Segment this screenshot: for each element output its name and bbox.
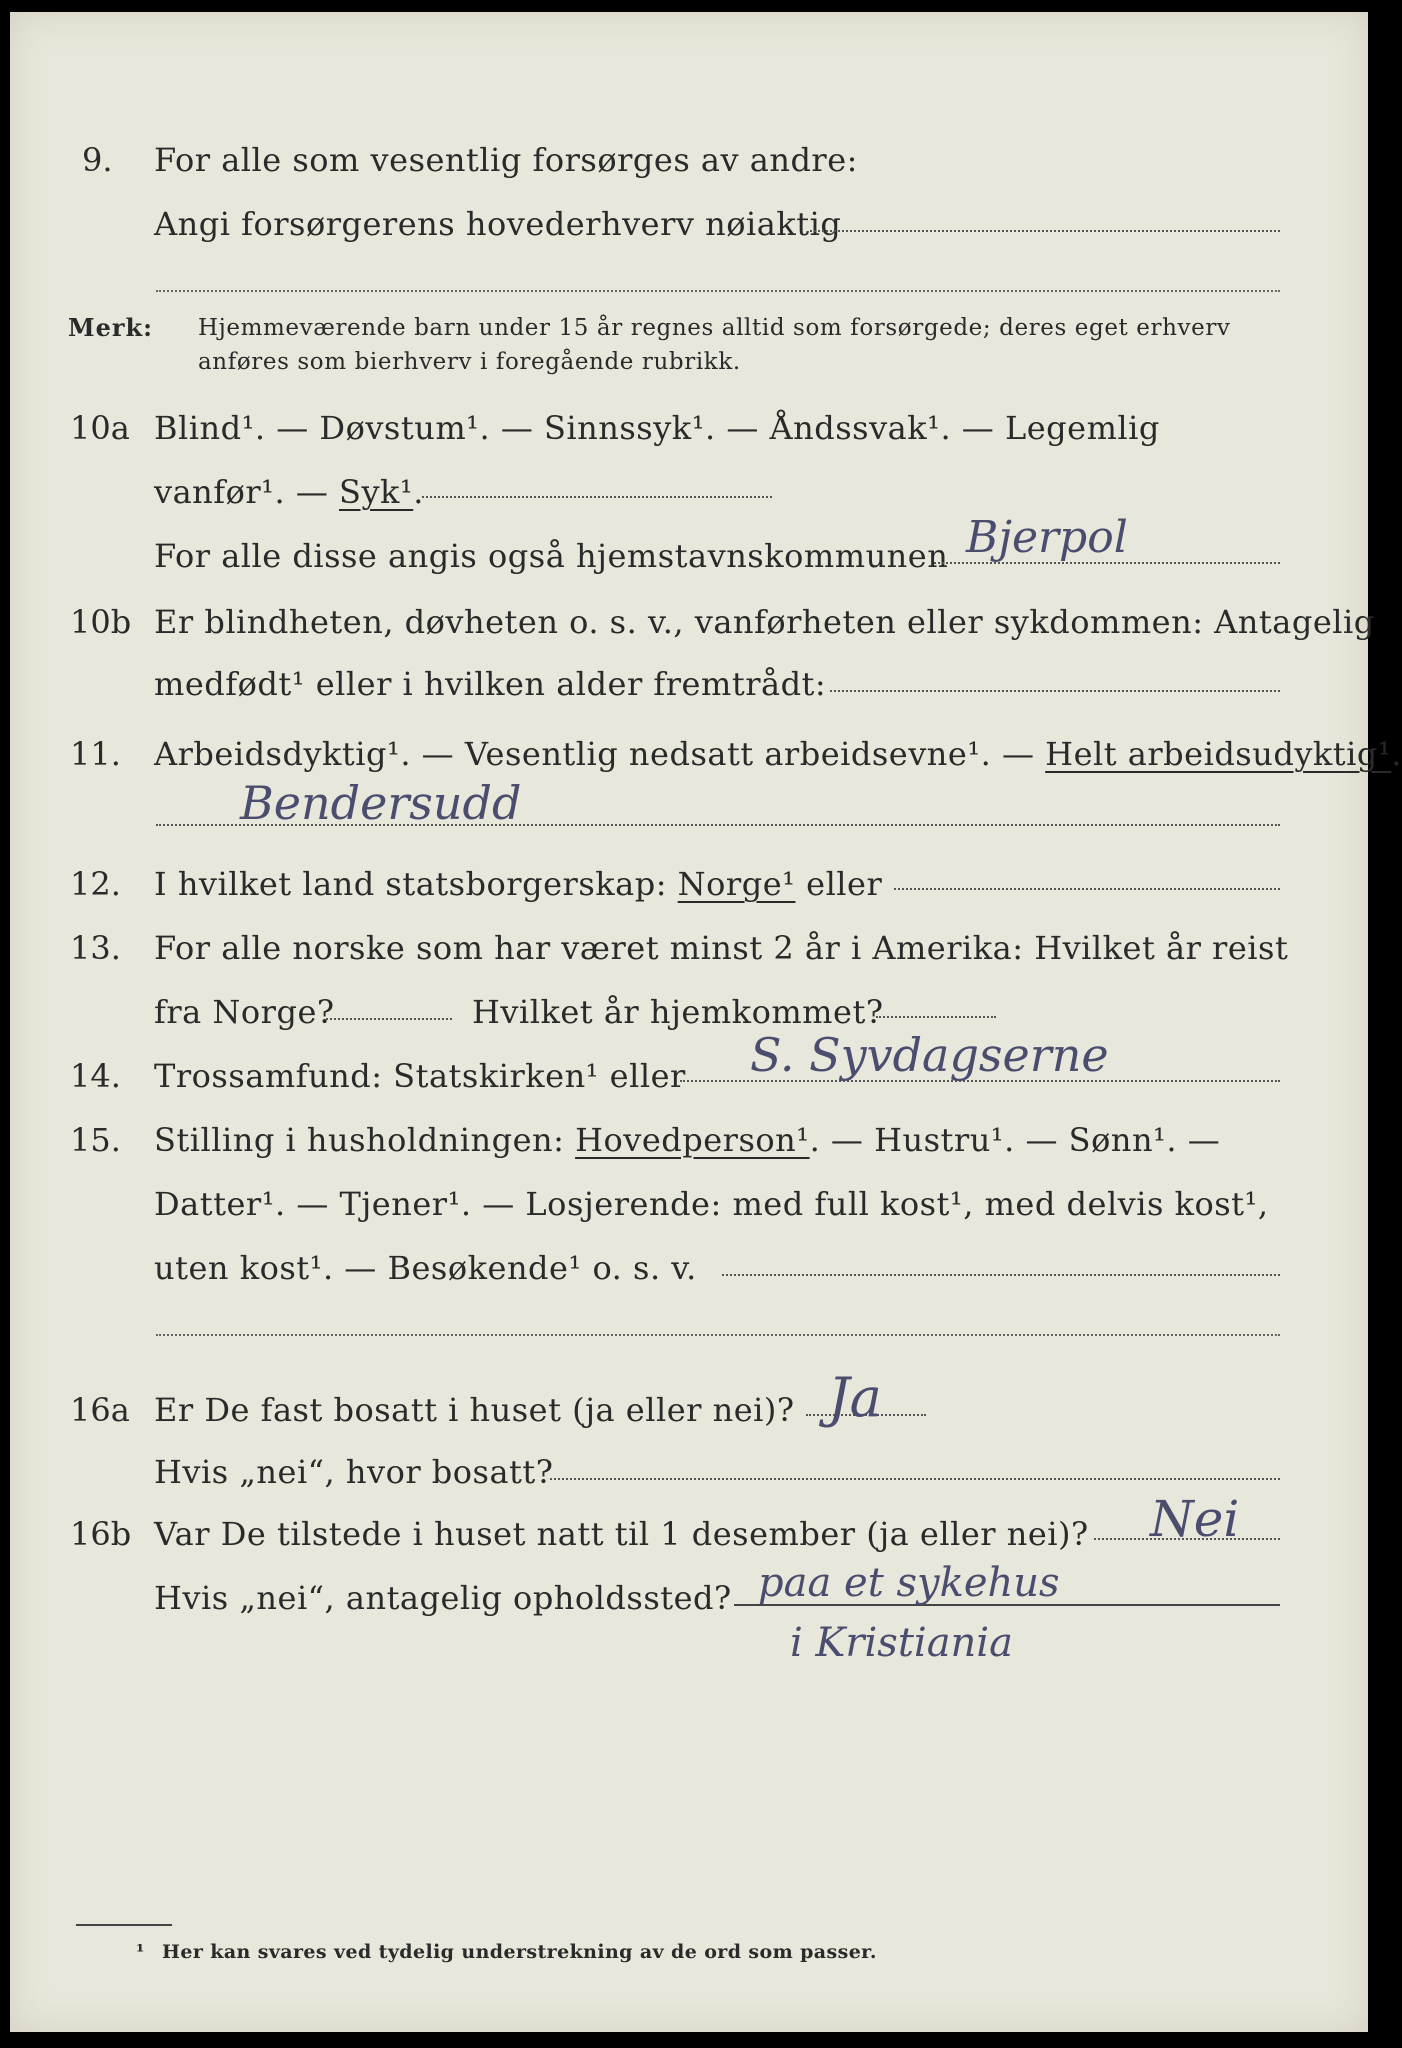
q15-answer-line <box>722 1274 1280 1276</box>
q16a-number: 16a <box>70 1391 130 1429</box>
q10a-line2: vanfør¹. — Syk¹. <box>154 473 424 511</box>
census-form-page <box>10 12 1402 2032</box>
q15-line1: Stilling i husholdningen: Hovedperson¹. — Hustru¹. — Sønn¹. — <box>154 1121 1221 1159</box>
q11-handwritten-answer: Bendersudd <box>240 776 522 830</box>
q11-number: 11. <box>70 735 121 773</box>
q16b-line1: Var De tilstede i huset natt til 1 desember (ja eller nei)? <box>154 1515 1089 1553</box>
q15-underlined: Hovedperson¹ <box>575 1121 810 1159</box>
q12-number: 12. <box>70 865 121 903</box>
q16a-handwritten-answer: Ja <box>828 1366 882 1429</box>
q9-answer-line <box>810 230 1280 232</box>
q9-number: 9. <box>82 141 113 179</box>
q11-answer-line <box>156 824 1280 826</box>
q15-number: 15. <box>70 1121 121 1159</box>
q16b-handwritten-place-line2: i Kristiania <box>790 1620 1013 1666</box>
q16a-where-line <box>550 1478 1280 1480</box>
q10a-syk-underlined: Syk¹ <box>339 473 414 511</box>
q16a-line2: Hvis „nei“, hvor bosatt? <box>154 1453 554 1491</box>
footnote-rule <box>76 1924 172 1926</box>
q10a-number: 10a <box>70 409 130 447</box>
q10a-handwritten-answer: Bjerpol <box>966 512 1128 563</box>
footnote-text: Her kan svares ved tydelig understrekning av de ord som passer. <box>162 1941 877 1963</box>
q14-number: 14. <box>70 1057 121 1095</box>
q9-answer-line-2 <box>156 290 1280 292</box>
q13-line2a: fra Norge? <box>154 993 335 1031</box>
merk-line2: anføres som bierhverv i foregående rubrikk. <box>198 349 741 375</box>
merk-line1: Hjemmeværende barn under 15 år regnes alltid som forsørgede; deres eget erhverv <box>198 315 1231 341</box>
q12-answer-line <box>894 888 1280 890</box>
q15-answer-line-2 <box>156 1334 1280 1336</box>
q14-text: Trossamfund: Statskirken¹ eller <box>154 1057 686 1095</box>
q10b-number: 10b <box>70 603 132 641</box>
q10a-syk-line <box>422 496 772 498</box>
q13-year-returned-line <box>876 1016 996 1018</box>
q14-handwritten-answer: S. Syvdagserne <box>750 1028 1109 1082</box>
q16b-line2: Hvis „nei“, antagelig opholdssted? <box>154 1579 732 1617</box>
q15-line2: Datter¹. — Tjener¹. — Losjerende: med full kost¹, med delvis kost¹, <box>154 1185 1269 1223</box>
q11-underlined: Helt arbeidsudyktig¹ <box>1045 735 1392 773</box>
q16b-number: 16b <box>70 1515 132 1553</box>
q13-line2b: Hvilket år hjemkommet? <box>472 993 884 1031</box>
q16a-line1: Er De fast bosatt i huset (ja eller nei)? <box>154 1391 795 1429</box>
q13-line1: For alle norske som har været minst 2 år i Amerika: Hvilket år reist <box>154 929 1289 967</box>
q10b-line2: medfødt¹ eller i hvilken alder fremtrådt: <box>154 665 827 703</box>
q10b-answer-line <box>830 690 1280 692</box>
q10a-line1: Blind¹. — Døvstum¹. — Sinnssyk¹. — Åndssvak¹. — Legemlig <box>154 409 1160 447</box>
q9-line2: Angi forsørgerens hovederhverv nøiaktig <box>154 205 842 243</box>
merk-label: Merk: <box>68 313 153 342</box>
q13-year-left-line <box>326 1018 452 1020</box>
q10b-line1: Er blindheten, døvheten o. s. v., vanførheten eller sykdommen: Antagelig <box>154 603 1375 641</box>
q10a-line3: For alle disse angis også hjemstavnskommunen <box>154 537 949 575</box>
q11-line1: Arbeidsdyktig¹. — Vesentlig nedsatt arbeidsevne¹. — Helt arbeidsudyktig¹. <box>154 735 1402 773</box>
footnote-mark: ¹ <box>136 1941 145 1963</box>
q12-text: I hvilket land statsborgerskap: Norge¹ eller <box>154 865 883 903</box>
q15-line3: uten kost¹. — Besøkende¹ o. s. v. <box>154 1249 697 1287</box>
q9-line1: For alle som vesentlig forsørges av andre: <box>154 141 858 179</box>
q16b-handwritten-answer: Nei <box>1150 1490 1240 1548</box>
q13-number: 13. <box>70 929 121 967</box>
q12-underlined: Norge¹ <box>677 865 796 903</box>
q16b-handwritten-place-line1: paa et sykehus <box>758 1560 1060 1606</box>
